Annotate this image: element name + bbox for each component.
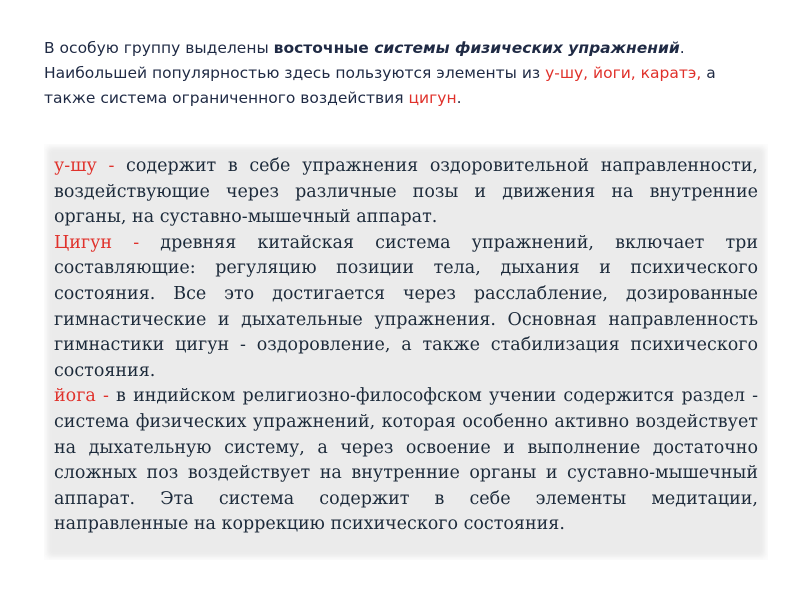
intro-red-list: у-шу, йоги, каратэ, [545, 64, 702, 82]
text-qigong: древняя китайская система упражнений, включает три составляющие: регуляцию позиции тела, дыхания и психического состояния. Все это достигается через расслабление, дозированные гимнастические и дыхательные упражнения. Основная направленность гимнастики цигун - оздоровление, а также стабилизация психического состояния. [54, 232, 759, 381]
intro-text-2: . Наибольшей популярностью здесь пользуются элементы из [44, 39, 685, 82]
intro-text-3: а также система ограниченного воздействия [44, 64, 716, 107]
definitions-content [54, 154, 758, 538]
paragraph-yoga [54, 384, 758, 538]
paragraph-qigong [54, 231, 758, 385]
term-qigong: Цигун - [54, 232, 140, 253]
paragraph-wushu [54, 154, 758, 231]
term-yoga: йога - [54, 386, 109, 407]
term-wushu: у-шу - [54, 156, 115, 176]
intro-text-1: В особую группу выделены [44, 39, 274, 57]
definitions-panel [44, 144, 768, 560]
intro-paragraph [44, 36, 760, 111]
text-wushu: содержит в себе упражнения оздоровительной направленности, воздействующие через различные позы и движения на внутренние органы, на суставно-мышечный аппарат. [54, 156, 758, 228]
intro-red-qigong: цигун [408, 89, 457, 107]
top-bar [0, 0, 800, 4]
intro-italic-systems: системы физических упражнений [374, 39, 680, 57]
text-yoga: в индийском религиозно-философском учении содержится раздел - система физических упражнений, которая особенно активно воздействует на дыхательную систему, а через освоение и выполнение достаточно сложных поз воздействует на внутренние органы и суставно-мышечный аппарат. Эта система содержит в себе элементы медитации, направленные на коррекцию психического состояния. [54, 386, 759, 535]
intro-text-4: . [456, 89, 462, 107]
intro-bold-eastern: восточные [273, 39, 375, 57]
